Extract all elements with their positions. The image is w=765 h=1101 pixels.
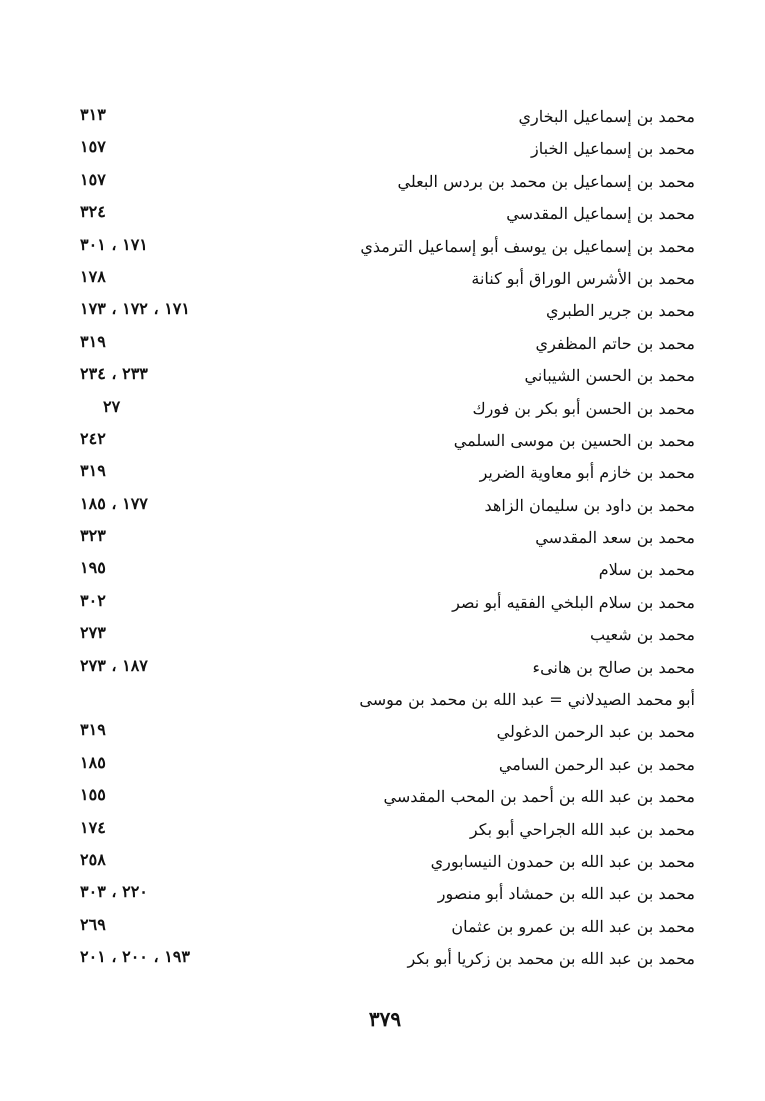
index-entry	[80, 166, 695, 198]
entry-name: محمد بن عبد الرحمن الدغولي	[496, 722, 695, 742]
index-entry	[80, 652, 695, 684]
entry-name: محمد بن الحسن أبو بكر بن فورك	[472, 398, 695, 418]
entry-name: محمد بن سلام	[598, 560, 695, 580]
index-entry	[80, 878, 695, 910]
entry-name: محمد بن عبد الله بن حمشاد أبو منصور	[437, 884, 695, 904]
cross-reference-entry	[80, 684, 695, 716]
entry-pages: ٣١٩	[80, 461, 106, 481]
index-entry	[80, 425, 695, 457]
entry-pages: ١٩٥	[80, 558, 106, 578]
index-entry	[80, 490, 695, 522]
entry-pages: ١٧١ ، ٣٠١	[80, 234, 148, 254]
entry-name: محمد بن عبد الله الجراحي أبو بكر	[469, 819, 695, 839]
entry-name: محمد بن الحسين بن موسى السلمي	[453, 430, 695, 450]
entry-name: محمد بن سلام البلخي الفقيه أبو نصر	[452, 592, 695, 612]
entry-name: محمد بن عبد الله بن محمد بن زكريا أبو بكر	[407, 949, 695, 969]
entry-pages: ١٧٨	[80, 266, 106, 286]
cross-reference-text: أبو محمد الصيدلاني = عبد الله بن محمد بن موسى	[359, 690, 695, 710]
entry-pages: ٢٧٣	[80, 623, 106, 643]
entry-name: محمد بن إسماعيل البخاري	[518, 107, 695, 126]
index-entry	[80, 295, 695, 327]
index-entry	[80, 263, 695, 295]
entry-name: محمد بن إسماعيل بن يوسف أبو إسماعيل الترمذي	[360, 236, 695, 256]
index-entry	[80, 328, 695, 360]
entry-pages: ٣٠٢	[80, 590, 106, 610]
index-entry	[80, 587, 695, 619]
index-entry	[80, 749, 695, 781]
entry-pages: ٣١٩	[80, 331, 106, 351]
name-index-list	[80, 101, 695, 976]
entry-name: محمد بن داود بن سليمان الزاهد	[484, 495, 695, 515]
entry-pages: ٢٦٩	[80, 914, 106, 934]
entry-name: محمد بن شعيب	[589, 625, 695, 645]
entry-name: محمد بن خازم أبو معاوية الضرير	[479, 463, 695, 483]
entry-pages: ١٩٣ ، ٢٠٠ ، ٢٠١	[80, 947, 190, 967]
entry-pages: ١٥٥	[80, 785, 106, 805]
entry-pages: ١٨٥	[80, 752, 106, 772]
entry-pages: ٢٧	[103, 396, 121, 416]
entry-name: محمد بن إسماعيل الخباز	[531, 139, 695, 159]
index-entry	[80, 814, 695, 846]
entry-name: محمد بن صالح بن هانىء	[532, 657, 695, 677]
index-entry	[80, 133, 695, 165]
index-entry	[80, 846, 695, 878]
entry-name: محمد بن جرير الطبري	[545, 301, 695, 321]
entry-pages: ١٨٧ ، ٢٧٣	[80, 655, 148, 675]
entry-name: محمد بن عبد الله بن أحمد بن المحب المقدسي	[383, 787, 695, 807]
index-entry	[80, 393, 695, 425]
entry-name: محمد بن الحسن الشيباني	[524, 366, 695, 386]
entry-pages: ٣٢٣	[80, 526, 106, 546]
index-entry	[80, 457, 695, 489]
entry-pages: ١٥٧	[80, 169, 106, 189]
index-entry	[80, 101, 695, 133]
index-entry	[80, 231, 695, 263]
entry-pages: ٢٣٣ ، ٢٣٤	[80, 364, 148, 384]
index-entry	[80, 911, 695, 943]
entry-pages: ١٧١ ، ١٧٢ ، ١٧٣	[80, 299, 190, 319]
entry-name: محمد بن عبد الله بن عمرو بن عثمان	[451, 916, 695, 936]
entry-pages: ٢٤٢	[80, 428, 106, 448]
entry-pages: ١٥٧	[80, 137, 106, 157]
index-entry	[80, 198, 695, 230]
entry-pages: ٢٢٠ ، ٣٠٣	[80, 882, 148, 902]
entry-pages: ٣١٩	[80, 720, 106, 740]
entry-name: محمد بن سعد المقدسي	[535, 528, 695, 548]
entry-pages: ٢٥٨	[80, 849, 106, 869]
index-entry	[80, 781, 695, 813]
index-entry	[80, 716, 695, 748]
entry-name: محمد بن إسماعيل بن محمد بن بردس البعلي	[397, 171, 695, 191]
index-entry	[80, 554, 695, 586]
index-entry	[80, 619, 695, 651]
index-entry	[80, 360, 695, 392]
index-entry	[80, 522, 695, 554]
entry-pages: ٣١٣	[80, 105, 106, 124]
entry-pages: ٣٢٤	[80, 202, 106, 222]
page-number: ٣٧٩	[368, 1007, 402, 1031]
entry-name: محمد بن حاتم المظفري	[535, 333, 695, 353]
index-entry	[80, 943, 695, 975]
entry-pages: ١٧٧ ، ١٨٥	[80, 493, 148, 513]
entry-name: محمد بن إسماعيل المقدسي	[506, 204, 695, 224]
entry-pages: ١٧٤	[80, 817, 106, 837]
entry-name: محمد بن عبد الله بن حمدون النيسابوري	[430, 851, 695, 871]
entry-name: محمد بن الأشرس الوراق أبو كنانة	[471, 268, 695, 288]
entry-name: محمد بن عبد الرحمن السامي	[498, 754, 695, 774]
